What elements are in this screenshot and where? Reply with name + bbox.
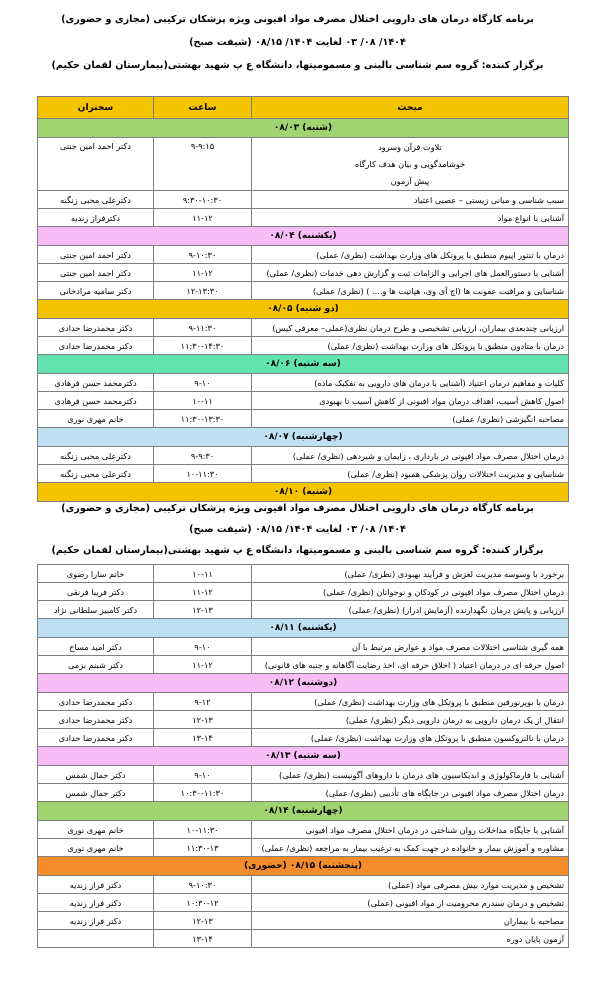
day-row <box>38 119 569 138</box>
session-topic: کلیات و مفاهیم درمان اعتیاد (آشنایی با درمان های دارویی به تفکیک ماده) <box>252 374 569 392</box>
day-label: (شنبه) ۰۸/۰۳ <box>38 119 569 138</box>
program-organizer: برگزار کننده: گروه سم شناسی بالینی و مسمومیتها، دانشگاه ع پ شهید بهشتی(بیمارستان لقمان حکیم) <box>51 60 544 71</box>
session-row <box>38 392 569 410</box>
session-time: ۹-۱۰:۳۰ <box>154 246 252 264</box>
session-topic: شناسایی و مراقبت عفونت ها (اچ آی وی، هپاتیت ها و.... ) (نظری/ عملی) <box>252 282 569 300</box>
session-row <box>38 711 569 729</box>
session-speaker: دکترعلی محبی زنگنه <box>38 191 154 209</box>
session-time: ۱۰-۱۱ <box>154 392 252 410</box>
session-speaker: خانم مهری نوری <box>38 839 154 857</box>
session-topic: درمان با بوپرنورفین منطبق با پروتکل های وزارت بهداشت (نظری/ عملی) <box>252 693 569 711</box>
session-speaker: دکتر کامبیز سلطانی نژاد <box>38 601 154 619</box>
session-topic: سبب شناسی و مبانی زیستی – عصبی اعتیاد <box>252 191 569 209</box>
session-speaker: دکتر احمد امین جنتی <box>38 264 154 282</box>
session-time: ۹-۱۰ <box>154 374 252 392</box>
page-header-1 <box>0 8 595 96</box>
session-time: ۱۱:۳۰-۱۳ <box>154 839 252 857</box>
session-row <box>38 565 569 583</box>
session-topic: درمان اختلال مصرف مواد افیونی در بارداری ، زایمان و شیردهی (نظری/ عملی) <box>252 447 569 465</box>
session-topic <box>252 138 569 191</box>
day-label: (سه شنبه) ۰۸/۰۶ <box>38 355 569 374</box>
session-row <box>38 894 569 912</box>
session-topic: تشخیص و درمان سندرم محرومیت از مواد افیونی (عملی) <box>252 894 569 912</box>
day-row <box>38 747 569 766</box>
session-speaker: خانم مهری نوری <box>38 410 154 428</box>
session-speaker: دکتر جمال شمس <box>38 784 154 802</box>
session-speaker: دکتر محمدرضا حدادی <box>38 729 154 747</box>
session-row <box>38 447 569 465</box>
session-speaker: دکتر محمدرضا حدادی <box>38 337 154 355</box>
day-row <box>38 300 569 319</box>
session-row <box>38 876 569 894</box>
day-label: (چهارشنبه) ۰۸/۱۴ <box>38 802 569 821</box>
day-row <box>38 802 569 821</box>
session-speaker: دکتر محمدرضا حدادی <box>38 711 154 729</box>
session-speaker <box>38 930 154 948</box>
session-topic: آشنایی با فارماکولوژی و اندیکاسیون های درمان با داروهای آگونیست (نظری/ عملی) <box>252 766 569 784</box>
session-topic-line: تلاوت قرآن وسرود <box>378 142 442 152</box>
session-topic-line: خوشامدگویی و بیان هدف کارگاه <box>354 159 466 169</box>
program-title: برنامه کارگاه درمان های دارویی اختلال مصرف مواد افیونی ویژه پزشکان ترکیبی (مجازی و حضوری) <box>61 14 534 25</box>
session-speaker: دکتر امید مساح <box>38 638 154 656</box>
program-dates: ۱۴۰۴/ ۰۸/ ۰۳ لغایت ۱۴۰۴/ ۰۸/۱۵ (شیفت صبح) <box>189 37 406 48</box>
session-time: ۱۱-۱۲ <box>154 583 252 601</box>
session-speaker: دکترفراز زندیه <box>38 209 154 227</box>
session-time: ۱۳-۱۴ <box>154 930 252 948</box>
session-time: ۱۲-۱۳ <box>154 601 252 619</box>
column-topic: مبحث <box>252 97 569 119</box>
session-time: ۹:۳۰-۱۰:۳۰ <box>154 191 252 209</box>
session-row <box>38 930 569 948</box>
session-speaker: دکتر احمد امین جنتی <box>38 246 154 264</box>
session-time: ۹-۱۰ <box>154 638 252 656</box>
day-label: (دو شنبه) ۰۸/۰۵ <box>38 300 569 319</box>
session-time: ۱۰:۳۰-۱۱:۳۰ <box>154 784 252 802</box>
session-row <box>38 319 569 337</box>
day-label: (شنبه) ۰۸/۱۰ <box>38 483 569 502</box>
session-topic: درمان با نالتروکسون منطبق با پروتکل های وزارت بهداشت (نظری/ عملی) <box>252 729 569 747</box>
session-speaker: دکتر فریبا فرنقی <box>38 583 154 601</box>
session-topic: درمان با متادون منطبق با پروتکل های وزارت بهداشت (نظری/ عملی) <box>252 337 569 355</box>
session-row <box>38 693 569 711</box>
session-time: ۹-۱۱:۳۰ <box>154 319 252 337</box>
session-row <box>38 191 569 209</box>
session-topic: انتقال از یک درمان دارویی به درمان دارویی دیگر (نظری/ عملی) <box>252 711 569 729</box>
session-topic: ارزیابی و پایش درمان نگهدارنده (آزمایش ادرار) (نظری/ عملی) <box>252 601 569 619</box>
session-speaker: دکترمحمد حسن فرهادی <box>38 392 154 410</box>
session-time: ۹-۱۰:۳۰ <box>154 876 252 894</box>
session-topic: مصاحبه با بیماران <box>252 912 569 930</box>
session-row <box>38 264 569 282</box>
session-row <box>38 138 569 191</box>
day-row <box>38 619 569 638</box>
session-speaker: دکتر جمال شمس <box>38 766 154 784</box>
day-label: (یکشنبه) ۰۸/۱۱ <box>38 619 569 638</box>
session-row <box>38 282 569 300</box>
session-speaker: دکتر احمد امین جنتی <box>38 138 154 191</box>
session-topic: برخورد با وسوسه مدیریت لغزش و فرآیند بهبودی (نظری/ عملی) <box>252 565 569 583</box>
day-label: (سه شنبه) ۰۸/۱۳ <box>38 747 569 766</box>
session-speaker: دکترعلی محبی زنگنه <box>38 465 154 483</box>
session-time: ۹-۹:۳۰ <box>154 447 252 465</box>
session-speaker: دکتر فراز زندیه <box>38 894 154 912</box>
session-row <box>38 766 569 784</box>
session-time: ۱۰-۱۱:۳۰ <box>154 821 252 839</box>
session-row <box>38 729 569 747</box>
session-row <box>38 912 569 930</box>
session-time: ۱۲-۱۳:۳۰ <box>154 282 252 300</box>
session-speaker: خانم سارا رضوی <box>38 565 154 583</box>
session-row <box>38 410 569 428</box>
table-header-row <box>38 97 569 119</box>
session-row <box>38 784 569 802</box>
session-time: ۱۰:۳۰-۱۲ <box>154 894 252 912</box>
session-speaker: دکتر محمدرضا حدادی <box>38 319 154 337</box>
session-topic-line: پیش آزمون <box>390 176 430 186</box>
session-row <box>38 821 569 839</box>
session-row <box>38 638 569 656</box>
session-topic: درمان اختلال مصرف مواد افیونی در جایگاه های تأدیبی (نظری/ عملی) <box>252 784 569 802</box>
session-topic: آزمون پایان دوره <box>252 930 569 948</box>
session-time: ۱۱-۱۲ <box>154 656 252 674</box>
session-time: ۱۱:۳۰-۱۴:۳۰ <box>154 337 252 355</box>
session-speaker: دکترعلی محبی زنگنه <box>38 447 154 465</box>
session-topic: مصاحبه انگیزشی (نظری/ عملی) <box>252 410 569 428</box>
session-speaker: دکترمحمد حسن فرهادی <box>38 374 154 392</box>
session-row <box>38 839 569 857</box>
day-row <box>38 674 569 693</box>
session-speaker: دکتر سامیه مرادخانی <box>38 282 154 300</box>
session-row <box>38 601 569 619</box>
session-row <box>38 656 569 674</box>
session-topic: شناسایی و مدیریت اختلالات روان پزشکی همبود (نظری/ عملی) <box>252 465 569 483</box>
session-topic: آشنایی با جایگاه مداخلات روان شناختی در درمان اختلال مصرف مواد افیونی <box>252 821 569 839</box>
session-time: ۱۰-۱۱ <box>154 565 252 583</box>
session-time: ۱۲-۱۳ <box>154 711 252 729</box>
schedule-table-part1 <box>37 96 569 502</box>
session-speaker: دکتر فراز زندیه <box>38 876 154 894</box>
session-topic: آشنایی با دستورالعمل های اجرایی و الزامات ثبت و گزارش دهی خدمات (نظری/ عملی) <box>252 264 569 282</box>
session-time: ۹-۱۰ <box>154 766 252 784</box>
day-row <box>38 227 569 246</box>
session-time: ۱۱:۳۰-۱۳:۳۰ <box>154 410 252 428</box>
session-topic: آشنایی با انواع مواد <box>252 209 569 227</box>
column-time: ساعت <box>154 97 252 119</box>
session-topic: درمان با تنتور اپیوم منطبق با پروتکل های وزارت بهداشت (نظری/ عملی) <box>252 246 569 264</box>
session-row <box>38 209 569 227</box>
session-topic: اصول کاهش آسیب، اهداف درمان مواد افیونی از کاهش آسیب تا بهبودی <box>252 392 569 410</box>
session-row <box>38 583 569 601</box>
page-header-2 <box>0 498 595 564</box>
session-topic: درمان اختلال مصرف مواد افیونی در کودکان و نوجوانان (نظری/ عملی) <box>252 583 569 601</box>
session-topic: اصول حرفه ای در درمان اعتیاد ( اخلاق حرفه ای، اخذ رضایت آگاهانه و جنبه های قانونی) <box>252 656 569 674</box>
session-topic: مشاوره و آموزش بیمار و خانواده در جهت کمک به ترغیب بیمار به مراجعه (نظری/ عملی) <box>252 839 569 857</box>
day-label: (چهارشنبه) ۰۸/۰۷ <box>38 428 569 447</box>
session-speaker: دکتر فراز زندیه <box>38 912 154 930</box>
schedule-table-part2 <box>37 564 569 948</box>
program-organizer-repeat: برگزار کننده: گروه سم شناسی بالینی و مسمومیتها، دانشگاه ع پ شهید بهشتی(بیمارستان لقمان حکیم) <box>51 545 544 556</box>
program-title-repeat: برنامه کارگاه درمان های دارویی اختلال مصرف مواد افیونی ویژه پزشکان ترکیبی (مجازی و حضوری) <box>61 503 534 514</box>
session-row <box>38 246 569 264</box>
session-row <box>38 465 569 483</box>
session-time: ۹-۹:۱۵ <box>154 138 252 191</box>
session-topic: همه گیری شناسی اختلالات مصرف مواد و عوارض مرتبط با آن <box>252 638 569 656</box>
session-time: ۱۱-۱۲ <box>154 264 252 282</box>
program-dates-repeat: ۱۴۰۴/ ۰۸/ ۰۳ لغایت ۱۴۰۴/ ۰۸/۱۵ (شیفت صبح) <box>189 524 406 535</box>
session-time: ۱۱-۱۲ <box>154 209 252 227</box>
session-time: ۱۲-۱۳ <box>154 912 252 930</box>
session-topic: تشخیص و مدیریت موارد بیش مصرفی مواد (عملی) <box>252 876 569 894</box>
session-speaker: دکتر شبنم بزمی <box>38 656 154 674</box>
column-speaker: سخنران <box>38 97 154 119</box>
day-row <box>38 355 569 374</box>
day-label: (پنجشنبه) ۰۸/۱۵ (حضوری) <box>38 857 569 876</box>
day-row <box>38 857 569 876</box>
session-speaker: دکتر محمدرضا حدادی <box>38 693 154 711</box>
session-time: ۹-۱۲ <box>154 693 252 711</box>
day-label: (دوشنبه) ۰۸/۱۲ <box>38 674 569 693</box>
session-time: ۱۳-۱۴ <box>154 729 252 747</box>
session-row <box>38 374 569 392</box>
day-row <box>38 428 569 447</box>
day-label: (یکشنبه) ۰۸/۰۴ <box>38 227 569 246</box>
session-speaker: خانم مهری نوری <box>38 821 154 839</box>
session-row <box>38 337 569 355</box>
session-time: ۱۰-۱۱:۳۰ <box>154 465 252 483</box>
session-topic: ارزیابی چندبعدی بیماران، ارزیابی تشخیصی و طرح درمان نظری(عملی– معرفی کیس) <box>252 319 569 337</box>
